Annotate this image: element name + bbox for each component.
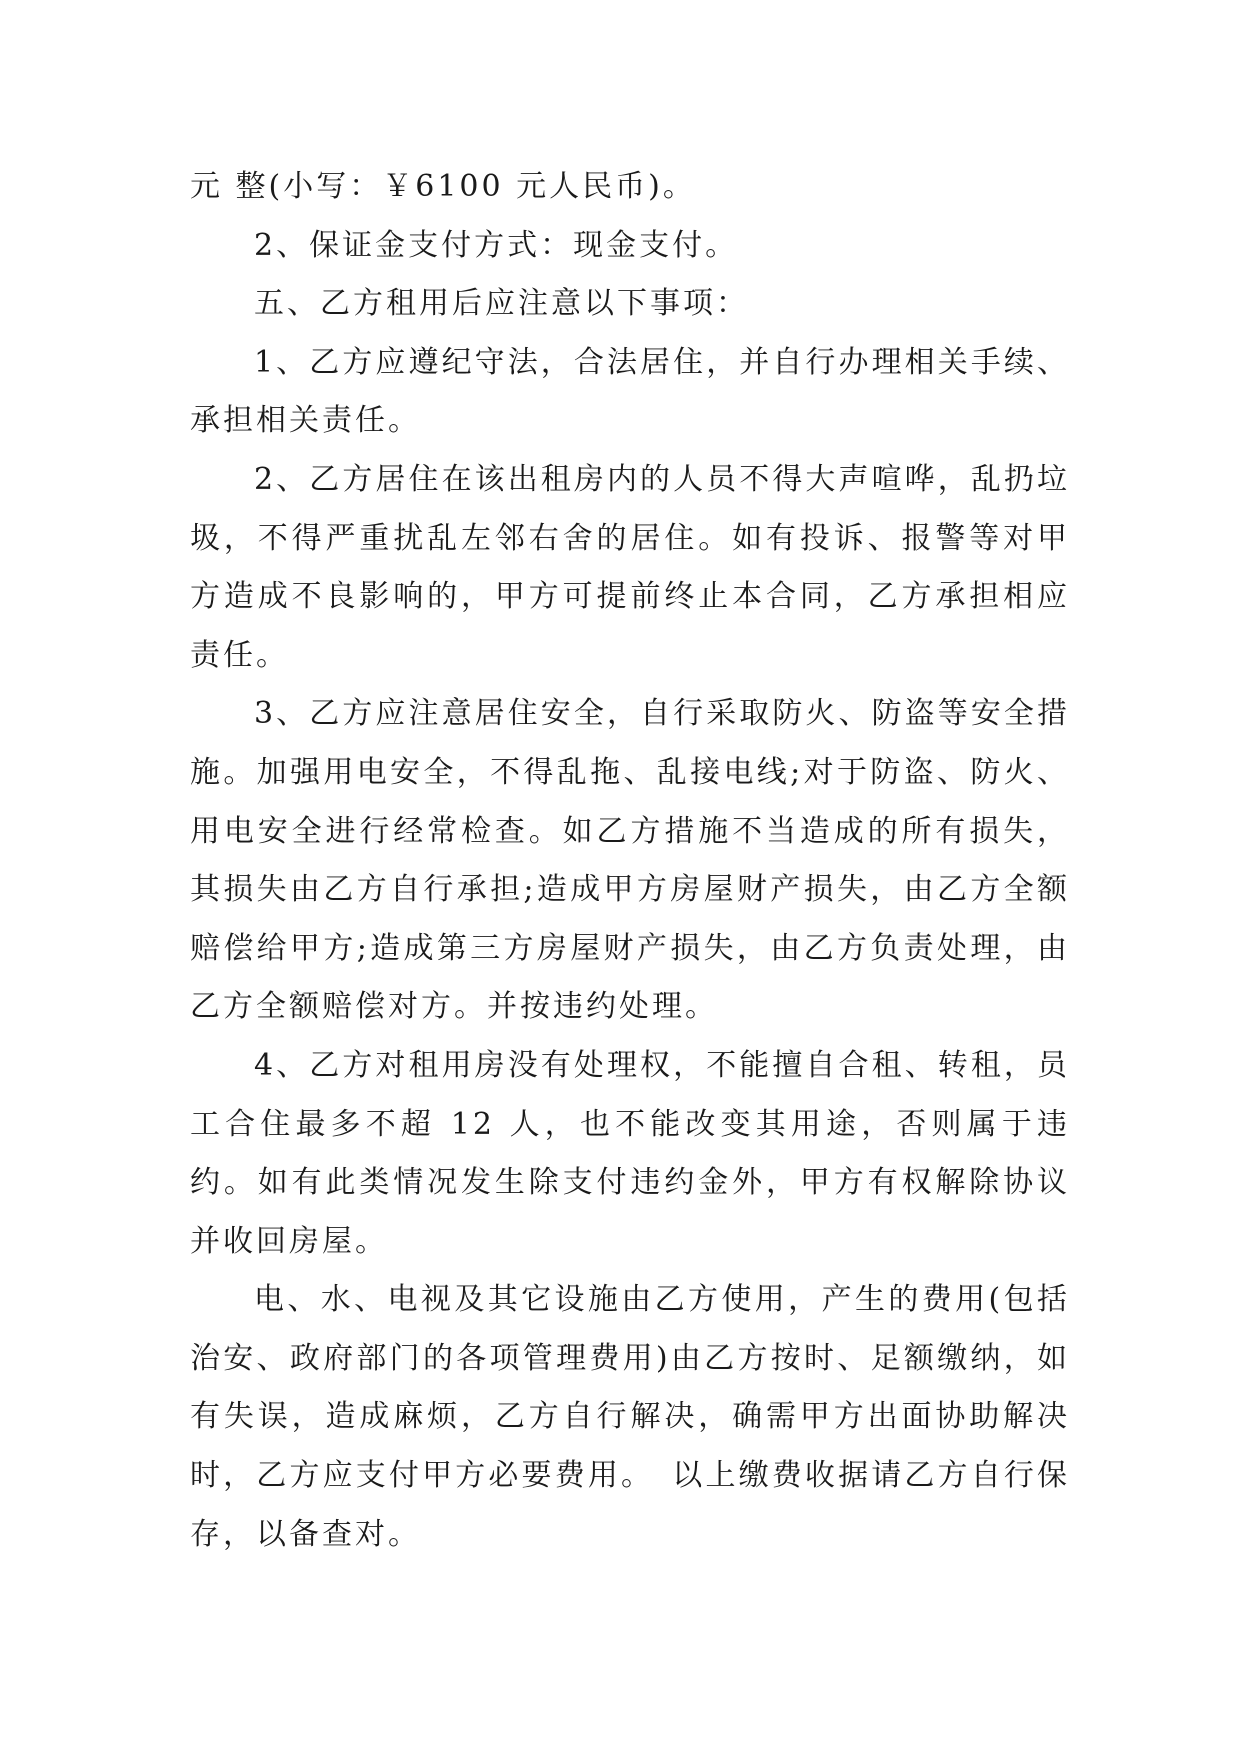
paragraph-item-1: 1、乙方应遵纪守法，合法居住，并自行办理相关手续、承担相关责任。 <box>190 344 1070 439</box>
paragraph-section-five-heading: 五、乙方租用后应注意以下事项： <box>254 286 749 322</box>
paragraph-item-4: 4、乙方对租用房没有处理权，不能擅自合租、转租，员工合住最多不超 12 人，也不能改变其用途，否则属于违约。如有此类情况发生除支付违约金外，甲方有权解除协议并收回房屋。 <box>190 1047 1070 1259</box>
paragraph-utilities: 电、水、电视及其它设施由乙方使用，产生的费用(包括治安、政府部门的各项管理费用)由乙方按时、足额缴纳，如有失误，造成麻烦，乙方自行解决，确需甲方出面协助解决时，乙方应支付甲方必要费用。 以上缴费收据请乙方自行保存，以备查对。 <box>190 1282 1070 1552</box>
paragraph-deposit-amount: 元 整(小写：￥6100 元人民币)。 <box>190 169 696 204</box>
contract-body <box>190 158 1070 1564</box>
paragraph-item-3: 3、乙方应注意居住安全，自行采取防火、防盗等安全措施。加强用电安全，不得乱拖、乱接电线;对于防盗、防火、用电安全进行经常检查。如乙方措施不当造成的所有损失，其损失由乙方自行承担;造成甲方房屋财产损失，由乙方全额赔偿给甲方;造成第三方房屋财产损失，由乙方负责处理，由乙方全额赔偿对方。并按违约处理。 <box>190 696 1070 1025</box>
paragraph-deposit-payment: 2、保证金支付方式：现金支付。 <box>254 227 739 263</box>
paragraph-item-2: 2、乙方居住在该出租房内的人员不得大声喧哗，乱扔垃圾，不得严重扰乱左邻右舍的居住。如有投诉、报警等对甲方造成不良影响的，甲方可提前终止本合同，乙方承担相应责任。 <box>190 461 1070 673</box>
